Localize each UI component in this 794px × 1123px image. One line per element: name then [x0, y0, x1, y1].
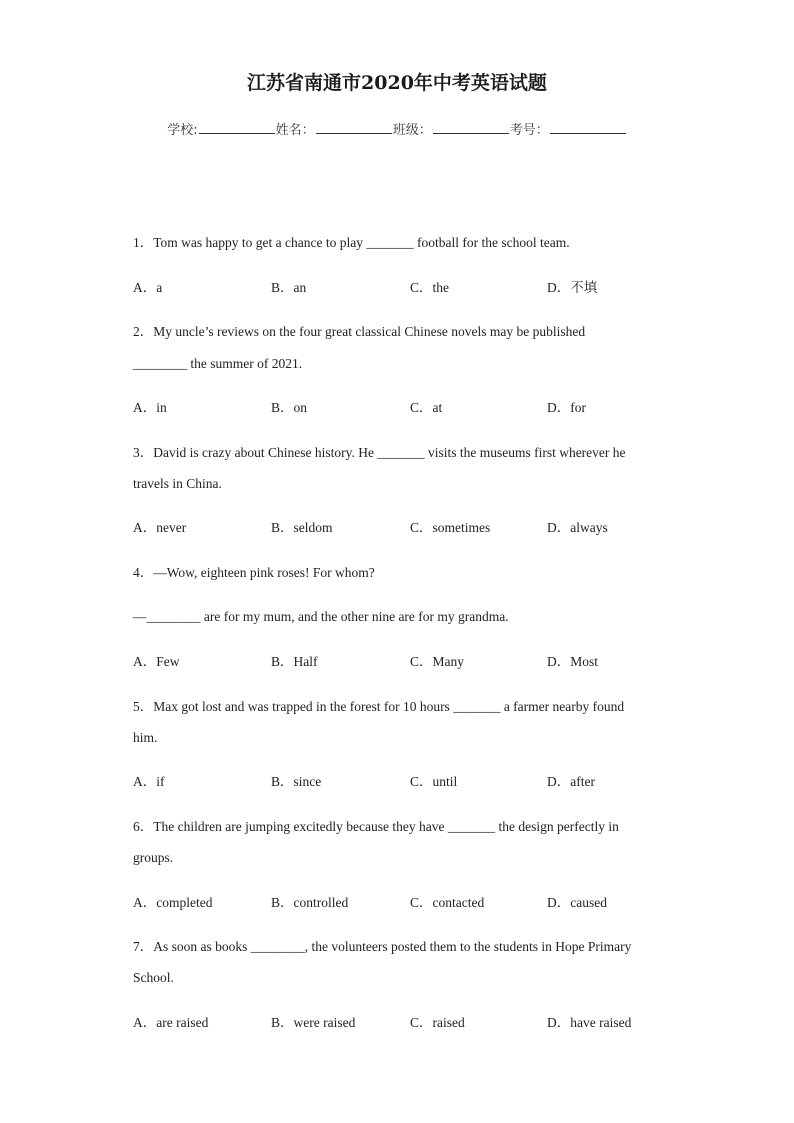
question-4-text: 4．—Wow, eighteen pink roses! For whom?	[133, 565, 375, 580]
option-b[interactable]: B．since	[271, 774, 322, 789]
option-b[interactable]: B．controlled	[271, 895, 349, 910]
question-5-options	[133, 774, 673, 790]
name-label: 姓名：	[275, 123, 315, 138]
question-3-text: 3．David is crazy about Chinese history. He _______ visits the museums first wherever he	[133, 445, 626, 460]
exam-no-blank[interactable]	[550, 121, 626, 134]
question-4-text-cont: —________ are for my mum, and the other nine are for my grandma.	[133, 609, 509, 624]
option-d[interactable]: D．after	[547, 774, 595, 789]
option-c[interactable]: C．contacted	[410, 895, 485, 910]
option-a[interactable]: A．in	[133, 400, 167, 415]
option-b[interactable]: B．seldom	[271, 520, 333, 535]
question-3-options	[133, 520, 673, 536]
question-7-text-cont: School.	[133, 970, 174, 985]
question-6-text-cont: groups.	[133, 850, 174, 865]
question-6-options	[133, 895, 673, 911]
school-label: 学校:	[167, 123, 198, 138]
option-c[interactable]: C．raised	[410, 1015, 465, 1030]
name-blank[interactable]	[316, 121, 392, 134]
option-c[interactable]: C．until	[410, 774, 458, 789]
option-d[interactable]: D．have raised	[547, 1015, 632, 1030]
class-label: 班级：	[392, 123, 432, 138]
option-b[interactable]: B．on	[271, 400, 308, 415]
option-c[interactable]: C．the	[410, 280, 449, 295]
question-6-text: 6．The children are jumping excitedly because they have _______ the design perfectly in	[133, 819, 619, 834]
option-b[interactable]: B．were raised	[271, 1015, 356, 1030]
option-d[interactable]: D．Most	[547, 654, 599, 669]
question-4-options	[133, 654, 673, 670]
option-b[interactable]: B．Half	[271, 654, 318, 669]
student-info-line	[0, 119, 794, 138]
option-c[interactable]: C．Many	[410, 654, 464, 669]
question-1-options	[133, 280, 673, 296]
option-b[interactable]: B．an	[271, 280, 307, 295]
question-2-text: 2．My uncle’s reviews on the four great classical Chinese novels may be published	[133, 324, 586, 339]
option-d[interactable]: D．caused	[547, 895, 607, 910]
question-5-text: 5．Max got lost and was trapped in the forest for 10 hours _______ a farmer nearby found	[133, 699, 625, 714]
option-d[interactable]: D．always	[547, 520, 608, 535]
question-7-text: 7．As soon as books ________, the volunteers posted them to the students in Hope Primary	[133, 939, 632, 954]
question-2-options	[133, 400, 673, 416]
option-a[interactable]: A．are raised	[133, 1015, 209, 1030]
option-a[interactable]: A．Few	[133, 654, 180, 669]
exam-no-label: 考号：	[509, 123, 549, 138]
school-blank[interactable]	[199, 121, 275, 134]
option-a[interactable]: A．if	[133, 774, 165, 789]
question-3-text-cont: travels in China.	[133, 476, 222, 491]
option-a[interactable]: A．completed	[133, 895, 213, 910]
question-1-text: 1．Tom was happy to get a chance to play _______ football for the school team.	[133, 235, 570, 250]
option-d[interactable]: D．不填	[547, 280, 598, 295]
option-c[interactable]: C．at	[410, 400, 443, 415]
option-d[interactable]: D．for	[547, 400, 586, 415]
page-title: 江苏省南通市2020年中考英语试题	[247, 72, 547, 94]
question-5-text-cont: him.	[133, 730, 158, 745]
option-a[interactable]: A．a	[133, 280, 163, 295]
question-7-options	[133, 1015, 673, 1031]
question-2-text-cont: ________ the summer of 2021.	[133, 356, 303, 371]
class-blank[interactable]	[433, 121, 509, 134]
option-a[interactable]: A．never	[133, 520, 187, 535]
option-c[interactable]: C．sometimes	[410, 520, 491, 535]
